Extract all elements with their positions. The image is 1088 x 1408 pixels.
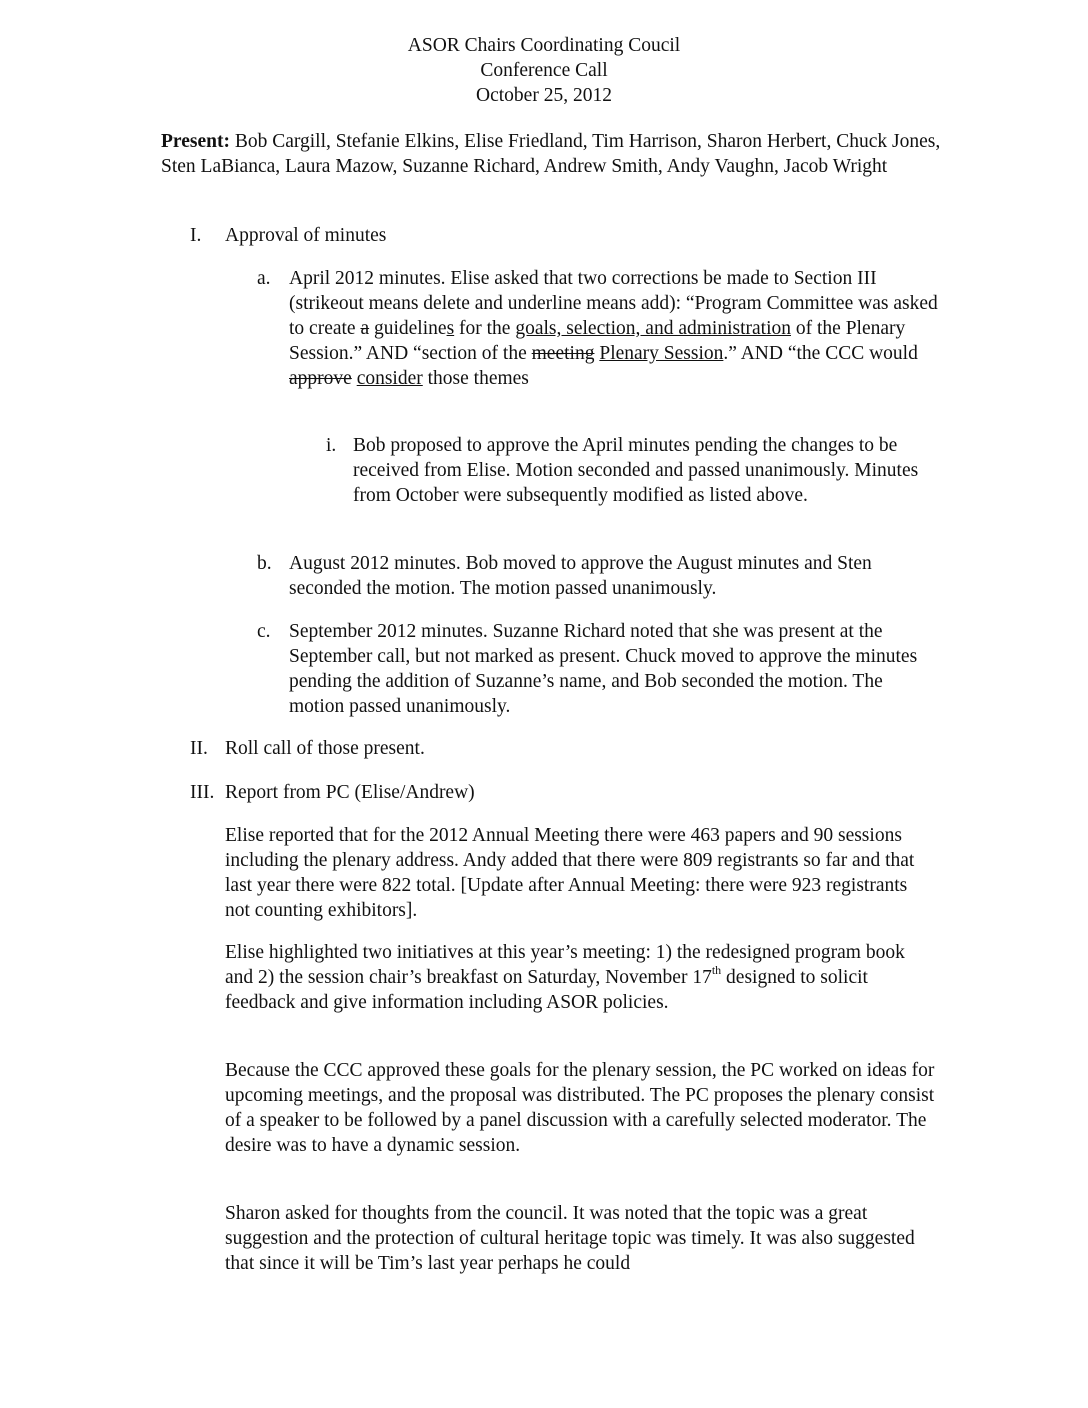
text-run: April 2012 minutes. Elise asked that two corrections be made to Section III (strikeout means delete and underline means add): “Program Committee was asked to create xyxy=(289,268,938,339)
text-run: Elise highlighted two initiatives at this year’s meeting: 1) the redesigned program book and 2) the session chair’s breakfast on Saturday, November 17 xyxy=(225,942,905,988)
section-number: II. xyxy=(190,738,208,759)
header-date: October 25, 2012 xyxy=(476,85,612,106)
strikeout-text: a xyxy=(360,318,370,339)
strikeout-text: approve xyxy=(289,368,352,389)
underlined-text: s xyxy=(446,318,455,339)
item-text xyxy=(289,266,939,391)
paragraph-annual-meeting-stats: Elise reported that for the 2012 Annual Meeting there were 463 papers and 90 sessions including the plenary address. Andy added that there were 809 registrants so far and that last year there were 822 total. [Update after Annual Meeting: there were 923 registrants not counting exhibitors]. xyxy=(225,825,915,921)
paragraph-plenary-proposal: Because the CCC approved these goals for the plenary session, the PC worked on ideas for upcoming meetings, and the proposal was distributed. The PC proposes the plenary consist of a speaker to be followed by a panel discussion with a carefully selected moderator. The desire was to have a dynamic session. xyxy=(225,1060,935,1156)
underlined-text: goals, selection, and administration xyxy=(515,318,791,339)
section-report-from-pc xyxy=(190,780,475,805)
item-text: August 2012 minutes. Bob moved to approve the August minutes and Sten seconded the motion. The motion passed unanimously. xyxy=(289,553,872,599)
underlined-text: consider xyxy=(356,368,423,389)
section-number: III. xyxy=(190,782,215,803)
text-run: guideline xyxy=(369,318,447,339)
paragraph-council-thoughts: Sharon asked for thoughts from the council. It was noted that the topic was a great suggestion and the protection of cultural heritage topic was timely. It was also suggested that since it will be Tim’s last year perhaps he could xyxy=(225,1203,915,1274)
present-attendees xyxy=(161,129,941,179)
paragraph-initiatives xyxy=(225,940,937,1015)
text-run: for the xyxy=(454,318,516,339)
item-label: i. xyxy=(326,435,337,456)
present-names: Bob Cargill, Stefanie Elkins, Elise Friedland, Tim Harrison, Sharon Herbert, Chuck Jones, Sten LaBianca, Laura Mazow, Suzanne Richard, Andrew Smith, Andy Vaughn, Jacob Wright xyxy=(161,131,941,177)
document-header xyxy=(0,33,1088,108)
underlined-text: Plenary Session xyxy=(599,343,724,364)
strikeout-text: meeting xyxy=(531,343,595,364)
section-roll-call xyxy=(190,736,425,761)
section-title: Approval of minutes xyxy=(225,225,387,246)
present-label: Present: xyxy=(161,131,230,152)
superscript: th xyxy=(711,962,722,977)
item-text: Bob proposed to approve the April minutes pending the changes to be received from Elise. Motion seconded and passed unanimously. Minutes from October were subsequently modified as listed above. xyxy=(353,435,919,506)
section-approval-of-minutes xyxy=(190,223,386,248)
header-subtitle: Conference Call xyxy=(480,60,608,81)
text-run: of the Plenary Session.” AND “section of the xyxy=(289,318,906,364)
section-title: Report from PC (Elise/Andrew) xyxy=(225,782,475,803)
section-title: Roll call of those present. xyxy=(225,738,425,759)
item-label: c. xyxy=(257,621,271,642)
text-run: those themes xyxy=(422,368,529,389)
item-label: a. xyxy=(257,268,271,289)
section-number: I. xyxy=(190,225,202,246)
text-run: .” AND “the CCC would xyxy=(723,343,918,364)
header-title: ASOR Chairs Coordinating Coucil xyxy=(407,35,681,56)
item-label: b. xyxy=(257,553,272,574)
text-run: designed to solicit feedback and give information including ASOR policies. xyxy=(225,967,868,1013)
item-text: September 2012 minutes. Suzanne Richard noted that she was present at the September call, but not marked as present. Chuck moved to approve the minutes pending the addition of Suzanne’s name, and Bob seconded the motion. The motion passed unanimously. xyxy=(289,621,918,717)
